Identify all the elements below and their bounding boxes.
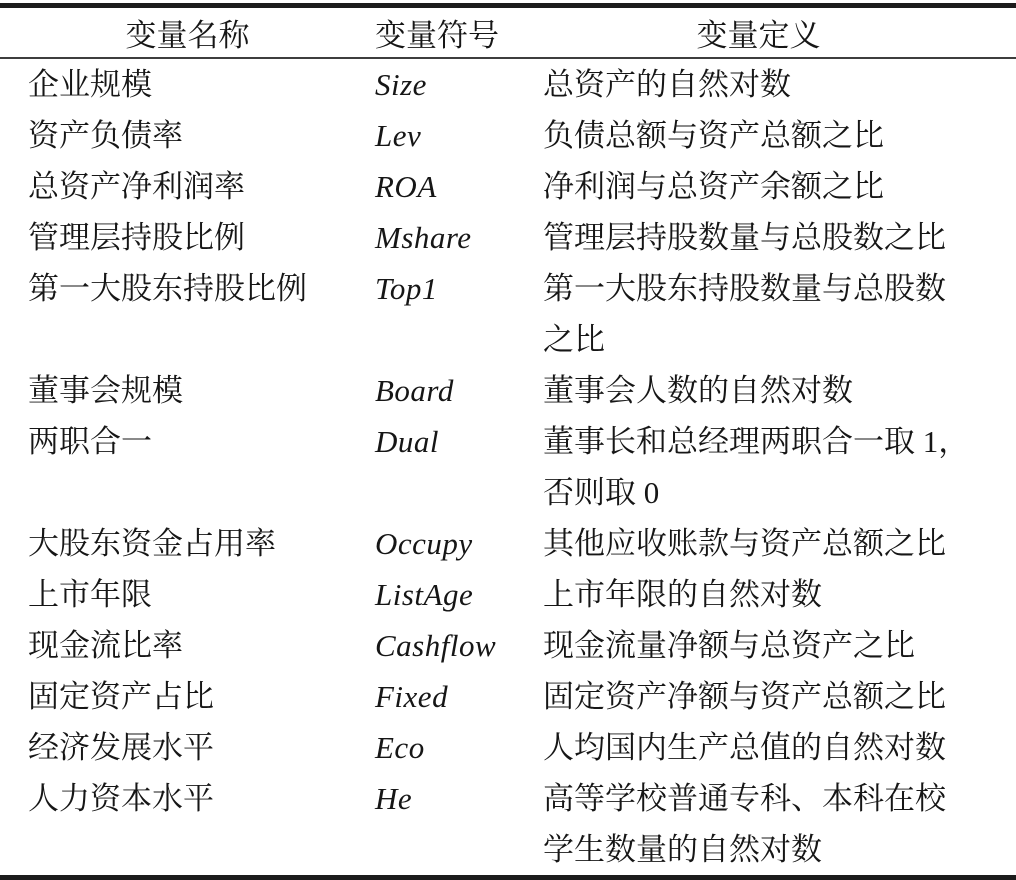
variable-definition-cell: 固定资产净额与资产总额之比 — [543, 679, 946, 714]
variable-definition-cell: 总资产的自然对数 — [543, 67, 791, 102]
variable-name-cell: 人力资本水平 — [28, 781, 214, 816]
table-row — [0, 671, 1016, 722]
variable-name-cell: 上市年限 — [28, 577, 152, 612]
table-row — [0, 569, 1016, 620]
table-body — [0, 59, 1016, 875]
variable-name-cell: 董事会规模 — [28, 373, 183, 408]
variable-definition-cell: 上市年限的自然对数 — [543, 577, 822, 612]
variable-definition-cell: 其他应收账款与资产总额之比 — [543, 526, 946, 561]
variable-name-cell: 现金流比率 — [28, 628, 183, 663]
variable-definition-cell: 董事会人数的自然对数 — [543, 373, 853, 408]
variable-definition-cell: 第一大股东持股数量与总股数之比 — [543, 271, 946, 357]
variable-symbol-cell: Cashflow — [375, 628, 497, 663]
variable-symbol-cell: Lev — [375, 118, 422, 153]
table-row — [0, 722, 1016, 773]
variable-definition-cell: 负债总额与资产总额之比 — [543, 118, 884, 153]
table-row — [0, 161, 1016, 212]
variable-name-cell: 两职合一 — [28, 424, 152, 459]
variable-symbol-cell: Top1 — [375, 271, 438, 306]
table-row — [0, 59, 1016, 110]
variable-symbol-cell: ROA — [375, 169, 437, 204]
table-row — [0, 365, 1016, 416]
variable-symbol-cell: Dual — [375, 424, 439, 459]
variable-name-cell: 总资产净利润率 — [28, 169, 245, 204]
column-header-variable-symbol: 变量符号 — [375, 18, 499, 53]
variable-definition-cell: 人均国内生产总值的自然对数 — [543, 730, 946, 765]
table-row — [0, 416, 1016, 518]
variable-definition-cell: 现金流量净额与总资产之比 — [543, 628, 915, 663]
variable-symbol-cell: Board — [375, 373, 454, 408]
variable-definition-cell: 净利润与总资产余额之比 — [543, 169, 884, 204]
table-bottom-rule — [0, 875, 1016, 880]
table-row — [0, 773, 1016, 875]
table-row — [0, 518, 1016, 569]
table-row — [0, 620, 1016, 671]
variable-name-cell: 经济发展水平 — [28, 730, 214, 765]
table-row — [0, 110, 1016, 161]
variable-symbol-cell: ListAge — [375, 577, 474, 612]
variable-symbol-cell: Size — [375, 67, 427, 102]
variable-symbol-cell: He — [375, 781, 413, 816]
variable-definition-cell: 管理层持股数量与总股数之比 — [543, 220, 946, 255]
variable-name-cell: 大股东资金占用率 — [28, 526, 276, 561]
variable-symbol-cell: Fixed — [375, 679, 449, 714]
variable-name-cell: 资产负债率 — [28, 118, 183, 153]
variable-name-cell: 第一大股东持股比例 — [28, 271, 307, 306]
variable-name-cell: 管理层持股比例 — [28, 220, 245, 255]
table-row — [0, 212, 1016, 263]
variable-symbol-cell: Eco — [375, 730, 425, 765]
variable-symbol-cell: Mshare — [375, 220, 472, 255]
variable-definition-cell: 董事长和总经理两职合一取 1，否则取 0 — [543, 424, 970, 510]
variable-name-cell: 企业规模 — [28, 67, 152, 102]
column-header-variable-definition: 变量定义 — [696, 18, 821, 53]
variable-symbol-cell: Occupy — [375, 526, 473, 561]
variable-definition-cell: 高等学校普通专科、本科在校学生数量的自然对数 — [543, 781, 946, 867]
table-row — [0, 263, 1016, 365]
column-header-variable-name: 变量名称 — [125, 18, 250, 53]
table-header-row — [0, 8, 1016, 57]
variable-name-cell: 固定资产占比 — [28, 679, 214, 714]
